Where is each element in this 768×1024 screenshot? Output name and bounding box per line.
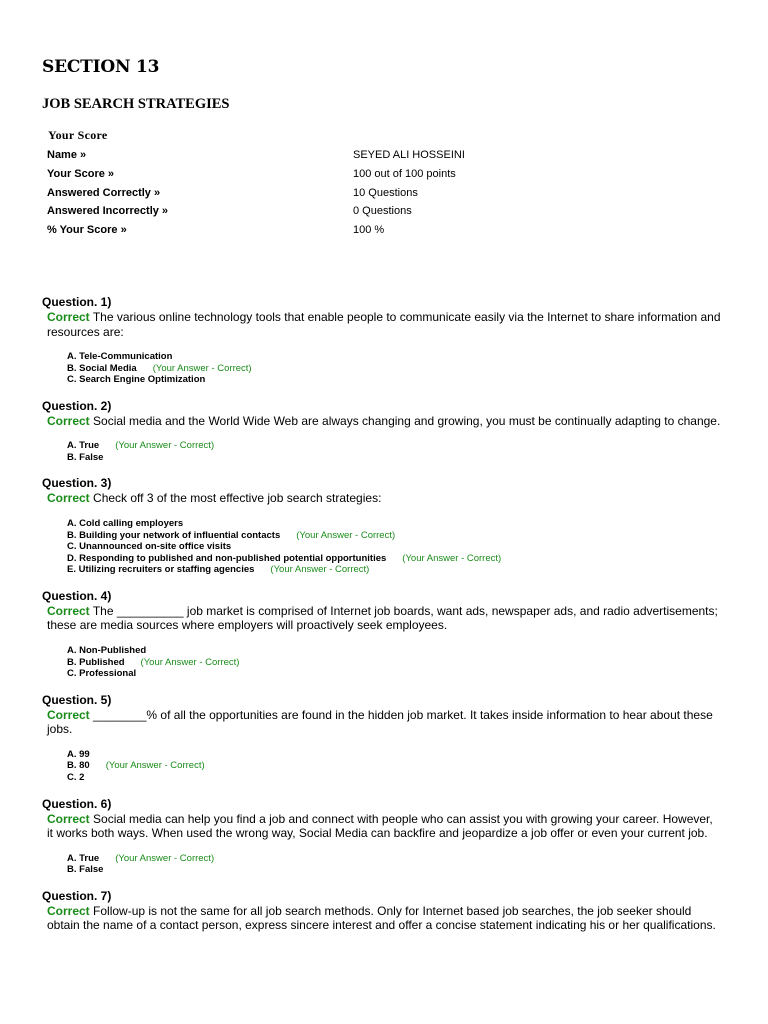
answer-option bbox=[67, 363, 722, 375]
answer-option bbox=[67, 374, 722, 386]
answer-option bbox=[67, 518, 722, 530]
question-list bbox=[42, 295, 722, 946]
question-text bbox=[47, 604, 722, 633]
answer-option-label: B. Building your network of influential contacts bbox=[67, 529, 281, 541]
answer-option-label: A. Non-Published bbox=[67, 644, 147, 656]
question-body: Follow-up is not the same for all job search methods. Only for Internet based job searches, the job seeker should obtain the name of a contact person, express sincere interest and offer a concise statement indicating his or her qualifications. bbox=[47, 903, 716, 933]
score-label: % Your Score » bbox=[47, 224, 127, 237]
question-body: ________% of all the opportunities are found in the hidden job market. It takes inside information to hear about these jobs. bbox=[47, 707, 713, 737]
your-answer-correct-note: (Your Answer - Correct) bbox=[115, 852, 215, 864]
answer-option-label: C. 2 bbox=[67, 771, 85, 783]
question-text bbox=[47, 310, 722, 339]
answer-option bbox=[67, 864, 722, 876]
answer-option-label: A. 99 bbox=[67, 748, 90, 760]
your-answer-correct-note: (Your Answer - Correct) bbox=[270, 564, 370, 576]
question-title: Question. 3) bbox=[42, 476, 112, 491]
question-title: Question. 1) bbox=[42, 295, 112, 309]
question-text bbox=[47, 904, 722, 933]
question-item bbox=[42, 295, 722, 386]
score-row-name bbox=[47, 146, 567, 165]
score-value: 100 out of 100 points bbox=[353, 167, 456, 180]
your-answer-correct-note: (Your Answer - Correct) bbox=[402, 552, 502, 564]
question-body: The __________ job market is comprised of Internet job boards, want ads, newspaper ads, and radio advertisements; these are media sources where employers will proactively seek employees. bbox=[47, 603, 718, 633]
question-text bbox=[47, 812, 722, 841]
answer-option bbox=[67, 853, 722, 865]
answer-option-label: B. Published bbox=[67, 656, 125, 668]
answer-option-label: B. 80 bbox=[67, 760, 90, 772]
answer-option bbox=[67, 541, 722, 553]
question-item bbox=[42, 476, 722, 575]
your-answer-correct-note: (Your Answer - Correct) bbox=[115, 440, 215, 452]
score-label: Answered Incorrectly » bbox=[47, 205, 169, 218]
question-text bbox=[47, 708, 722, 737]
score-heading: Your Score bbox=[48, 128, 108, 142]
question-text bbox=[47, 414, 722, 429]
correct-label: Correct bbox=[47, 903, 90, 918]
answer-option-label: A. True bbox=[67, 440, 100, 452]
your-answer-correct-note: (Your Answer - Correct) bbox=[296, 529, 396, 541]
answer-option-label: A. Tele-Communication bbox=[67, 351, 173, 362]
section-title: SECTION 13 bbox=[42, 57, 160, 77]
answer-options bbox=[67, 351, 722, 386]
correct-label: Correct bbox=[47, 491, 90, 506]
question-body: Check off 3 of the most effective job search strategies: bbox=[93, 491, 382, 506]
question-title: Question. 2) bbox=[42, 398, 112, 413]
answer-option bbox=[67, 440, 722, 452]
question-title: Question. 7) bbox=[42, 888, 112, 903]
score-value: SEYED ALI HOSSEINI bbox=[353, 149, 465, 161]
answer-option bbox=[67, 530, 722, 542]
your-answer-correct-note: (Your Answer - Correct) bbox=[140, 656, 240, 668]
score-row-incorrect bbox=[47, 202, 567, 221]
question-body: Social media and the World Wide Web are always changing and growing, you must be continually adapting to change. bbox=[93, 413, 721, 428]
answer-option-label: B. Social Media bbox=[67, 362, 137, 374]
question-title: Question. 5) bbox=[42, 692, 112, 707]
answer-option-label: B. False bbox=[67, 864, 104, 876]
answer-option bbox=[67, 668, 722, 680]
answer-options bbox=[67, 645, 722, 680]
answer-option-label: C. Unannounced on-site office visits bbox=[67, 541, 232, 553]
score-table bbox=[47, 146, 567, 240]
correct-label: Correct bbox=[47, 310, 90, 324]
answer-option bbox=[67, 772, 722, 784]
page-subtitle: JOB SEARCH STRATEGIES bbox=[42, 96, 230, 112]
score-row-percent bbox=[47, 221, 567, 240]
answer-option bbox=[67, 564, 722, 576]
question-item bbox=[42, 797, 722, 876]
answer-option-label: A. Cold calling employers bbox=[67, 517, 184, 529]
your-answer-correct-note: (Your Answer - Correct) bbox=[105, 760, 205, 772]
question-title: Question. 4) bbox=[42, 588, 112, 603]
answer-option-label: C. Search Engine Optimization bbox=[67, 374, 206, 386]
answer-options bbox=[67, 853, 722, 876]
correct-label: Correct bbox=[47, 413, 90, 428]
answer-option-label: E. Utilizing recruiters or staffing agencies bbox=[67, 564, 255, 576]
question-text bbox=[47, 491, 722, 506]
answer-option-label: A. True bbox=[67, 852, 100, 864]
answer-option-label: B. False bbox=[67, 451, 104, 463]
answer-option bbox=[67, 553, 722, 565]
question-item bbox=[42, 399, 722, 464]
correct-label: Correct bbox=[47, 603, 90, 618]
score-value: 0 Questions bbox=[353, 205, 412, 218]
question-body: The various online technology tools that enable people to communicate easily via the Internet to share information and resources are: bbox=[47, 310, 721, 339]
question-item bbox=[42, 589, 722, 680]
your-answer-correct-note: (Your Answer - Correct) bbox=[152, 362, 252, 374]
answer-option-label: C. Professional bbox=[67, 668, 137, 680]
question-item bbox=[42, 889, 722, 933]
answer-options bbox=[67, 518, 722, 576]
answer-option bbox=[67, 645, 722, 657]
answer-option bbox=[67, 452, 722, 464]
question-title: Question. 6) bbox=[42, 796, 112, 811]
score-row-correct bbox=[47, 184, 567, 203]
answer-options bbox=[67, 749, 722, 784]
answer-option bbox=[67, 351, 722, 363]
answer-option-label: D. Responding to published and non-published potential opportunities bbox=[67, 552, 387, 564]
answer-option bbox=[67, 760, 722, 772]
score-row-score bbox=[47, 165, 567, 184]
answer-option bbox=[67, 657, 722, 669]
correct-label: Correct bbox=[47, 707, 90, 722]
score-label: Your Score » bbox=[47, 167, 115, 180]
question-item bbox=[42, 693, 722, 784]
answer-options bbox=[67, 440, 722, 463]
answer-option bbox=[67, 749, 722, 761]
score-label: Answered Correctly » bbox=[47, 186, 161, 199]
question-body: Social media can help you find a job and connect with people who can assist you with growing your career. However, it works both ways. When used the wrong way, Social Media can backfire and jeopardize a job offer or even your current job. bbox=[47, 811, 713, 840]
score-label: Name » bbox=[47, 149, 87, 161]
score-value: 100 % bbox=[353, 224, 385, 237]
correct-label: Correct bbox=[47, 811, 90, 826]
score-value: 10 Questions bbox=[353, 186, 418, 199]
